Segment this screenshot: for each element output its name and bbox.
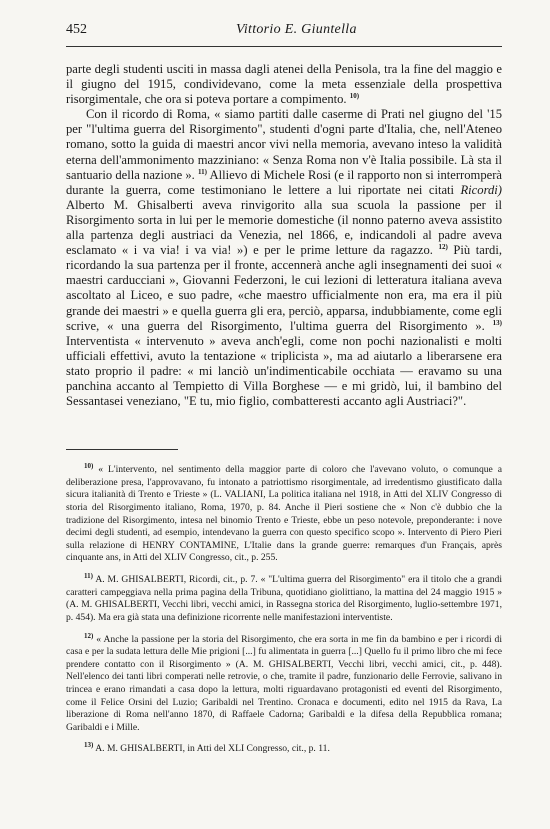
note-ref-10: 10) xyxy=(349,92,360,100)
page-header xyxy=(66,22,502,42)
footnote-separator xyxy=(66,449,178,450)
paragraph-2-part-b: Allievo di Michele Rosi (e il rapporto non si interromperà durante la guerra, come testimoniano le lettere a lui riportate nei citati xyxy=(66,167,502,197)
footnote-number: 13) xyxy=(84,741,94,750)
footnote-number: 12) xyxy=(84,631,94,640)
paragraph-2-part-d: Più tardi, ricordando la sua partenza per il fronte, accennerà anche agli insegnamenti dei suoi « maestri carducciani », Giovanni Federzoni, le cui lezioni di letteratura italiana aveva ascoltato al Liceo, e suo padre, «che maestro ufficialmente non era, ma era il più grande dei maestri » e quella guerra gli era, perciò, apparsa, indubbiamente, come egli scrive, « una guerra del Risorgimento, l'ultima guerra del Risorgimento ». xyxy=(66,243,502,333)
footnote-text: « Anche la passione per la storia del Risorgimento, che era sorta in me fin da bambino e per i ricordi di casa e per la sudata lettura delle Mie prigioni [...] fu alimentata in guerra [...] Quello fu il primo libro che mi fece prendere contatto con il Risorgimento » (A. M. GHISALBERTI, Vecchi libri, vecchi amici, cit., p. 448). Nell'elenco dei tanti libri comperati nelle retrovie, o che, tramite il padre, funzionario delle Ferrovie, salivano in trincea e erano rimandati a casa dopo la lettura, molti riguardavano protagonisti ed eventi del Risorgimento, come il Felice Orsini del Luzio; Garibaldi nel Trentino. Cronaca e documenti, edito nel 1915 da Rava, La liberazione di Roma nell'anno 1870, di Raffaele Cadorna; Garibaldi e la difesa della Repubblica romana; Garibaldi e i Mille. xyxy=(66,633,502,733)
paragraph-2 xyxy=(66,107,502,409)
paragraph-1-text: parte degli studenti usciti in massa dagli atenei della Penisola, tra la fine del maggio e il giugno del 1915, condividevano, come la meta essenziale della prospettiva risorgimentale, che ora si poteva portare a compimento. xyxy=(66,62,502,107)
paragraph-1 xyxy=(66,62,502,107)
footnote-10 xyxy=(66,460,502,565)
paragraph-2-part-a: Con il ricordo di Roma, « siamo partiti dalle caserme di Prati nel giugno del '15 per "l'ultima guerra del Risorgimento", studenti d'ogni parte d'Italia, che, nell'Ateneo romano, sotto la guida di maestri ancor vivi nella memoria, avevano inteso la validità eterna dell'ammonimento mazziniano: « Senza Roma non v'è Italia possibile. Là sta il santuario della nazione ». xyxy=(66,107,502,182)
note-ref-11: 11) xyxy=(198,167,207,176)
paragraph-2-part-e: Interventista « intervenuto » aveva anch'egli, come non pochi nazionalisti e molti ufficiali effettivi, avuto la tentazione « triplicista », ma ad aiutarlo a liberarsene era stato proprio il padre: « mi lanciò un'indimenticabile occhiata — eravamo su una panchina accanto al Tempietto di Villa Borghese — e mi gridò, lui, il bambino del Sessantasei veneziano, "E tu, mio figlio, combatteresti accanto agli Austriaci?". xyxy=(66,333,502,409)
running-head: Vittorio E. Giuntella xyxy=(236,22,357,37)
main-text xyxy=(66,62,502,409)
footnote-12 xyxy=(66,630,502,735)
footnote-11 xyxy=(66,570,502,625)
note-ref-12: 12) xyxy=(438,242,448,251)
page-number: 452 xyxy=(66,22,87,37)
footnote-number: 11) xyxy=(84,571,93,580)
footnotes xyxy=(66,460,502,761)
paragraph-2-part-c: Alberto M. Ghisalberti aveva rinvigorito alla sua scuola la passione per il Risorgimento sorta in lui per le memorie domestiche (il nonno paterno aveva assistito alla partenza degli austriaci da Venezia, nel 1866, e, indicandoli al padre aveva esclamato « i va via! i va via! ») e per le prime letture da ragazzo. xyxy=(66,197,502,258)
footnote-text: A. M. GHISALBERTI, in Atti del XLI Congresso, cit., p. 11. xyxy=(95,743,330,755)
header-rule xyxy=(66,46,502,47)
footnote-number: 10) xyxy=(84,462,94,470)
footnote-13 xyxy=(66,739,502,756)
paragraph-2-italic-title: Ricordi) xyxy=(460,182,502,197)
footnote-text: « L'intervento, nel sentimento della maggior parte di coloro che l'avevano voluto, o comunque a deliberazione presa, l'approvavano, fu intonato a patriottismo risorgimentale, ad irredentismo giustificato dalla sicura italianità di Trento e Trieste » (L. VALIANI, La politica italiana nel 1918, in Atti del XLIV Congresso di storia del Risorgimento italiano, Roma, 1970, p. 84. Anche il Pieri sostiene che « Non c'è dubbio che la tradizione del Risorgimento, intesa nel binomio Trento e Trieste, ebbe un peso notevole, preponderante: i nove decimi degli studenti, ad esempio, intendevano la guerra con questo specifico scopo ». Intervento di Piero Pieri sulla relazione di HENRY CONTAMINE, L'Italie dans la grande guerre: remarques d'un Français, après cinquante ans, in Atti del XLIV Congresso, cit., p. 255. xyxy=(66,464,502,564)
note-ref-13: 13) xyxy=(492,318,502,327)
footnote-text: A. M. GHISALBERTI, Ricordi, cit., p. 7. « "L'ultima guerra del Risorgimento" era il titolo che a grandi caratteri campeggiava nella prima pagina della Tribuna, quotidiano giolittiano, la mattina del 24 maggio 1915 » (A. M. GHISALBERTI, Vecchi libri, vecchi amici, in Rassegna storica del Risorgimento, luglio-settembre 1971, p. 454). Ma era già stata una definizione ricorrente nelle manifestazioni interventiste. xyxy=(66,574,502,623)
